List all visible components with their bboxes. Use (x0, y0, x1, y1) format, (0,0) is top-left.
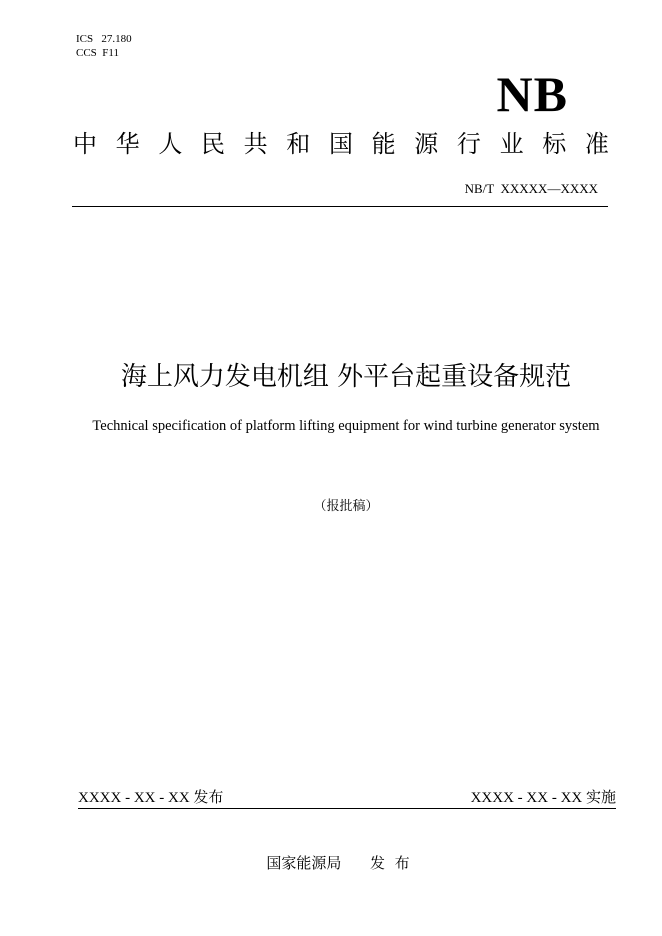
issue-date: XXXX - XX - XX 发布 (78, 790, 224, 806)
issuing-authority: 国家能源局 发 布 (266, 854, 410, 872)
header-char: 人 (158, 130, 183, 158)
standard-header (73, 128, 609, 160)
header-char: 业 (499, 130, 524, 158)
draft-stage: （报批稿） (313, 499, 379, 514)
standard-number: NB/T XXXXX—XXXX (464, 181, 598, 196)
footer-divider (78, 808, 616, 809)
header-char: 标 (542, 130, 567, 158)
header-char: 准 (584, 130, 609, 158)
implementation-date: XXXX - XX - XX 实施 (470, 790, 616, 806)
header-char: 能 (371, 130, 396, 158)
header-char: 行 (456, 130, 481, 158)
header-char: 源 (414, 130, 439, 158)
header-char: 中 (73, 130, 97, 158)
document-title-en: Technical specification of platform lifting equipment for wind turbine generator system (92, 418, 600, 434)
header-char: 和 (286, 130, 311, 158)
header-divider (72, 206, 608, 207)
header-char: 国 (328, 130, 353, 158)
header-char: 民 (200, 130, 225, 158)
document-title-cn: 海上风力发电机组 外平台起重设备规范 (120, 362, 572, 392)
header-char: 华 (115, 130, 140, 158)
ics-code: ICS 27.180 (76, 33, 132, 45)
header-char: 共 (243, 130, 268, 158)
ccs-code: CCS F11 (76, 47, 120, 59)
nb-logo: NB (496, 66, 568, 122)
